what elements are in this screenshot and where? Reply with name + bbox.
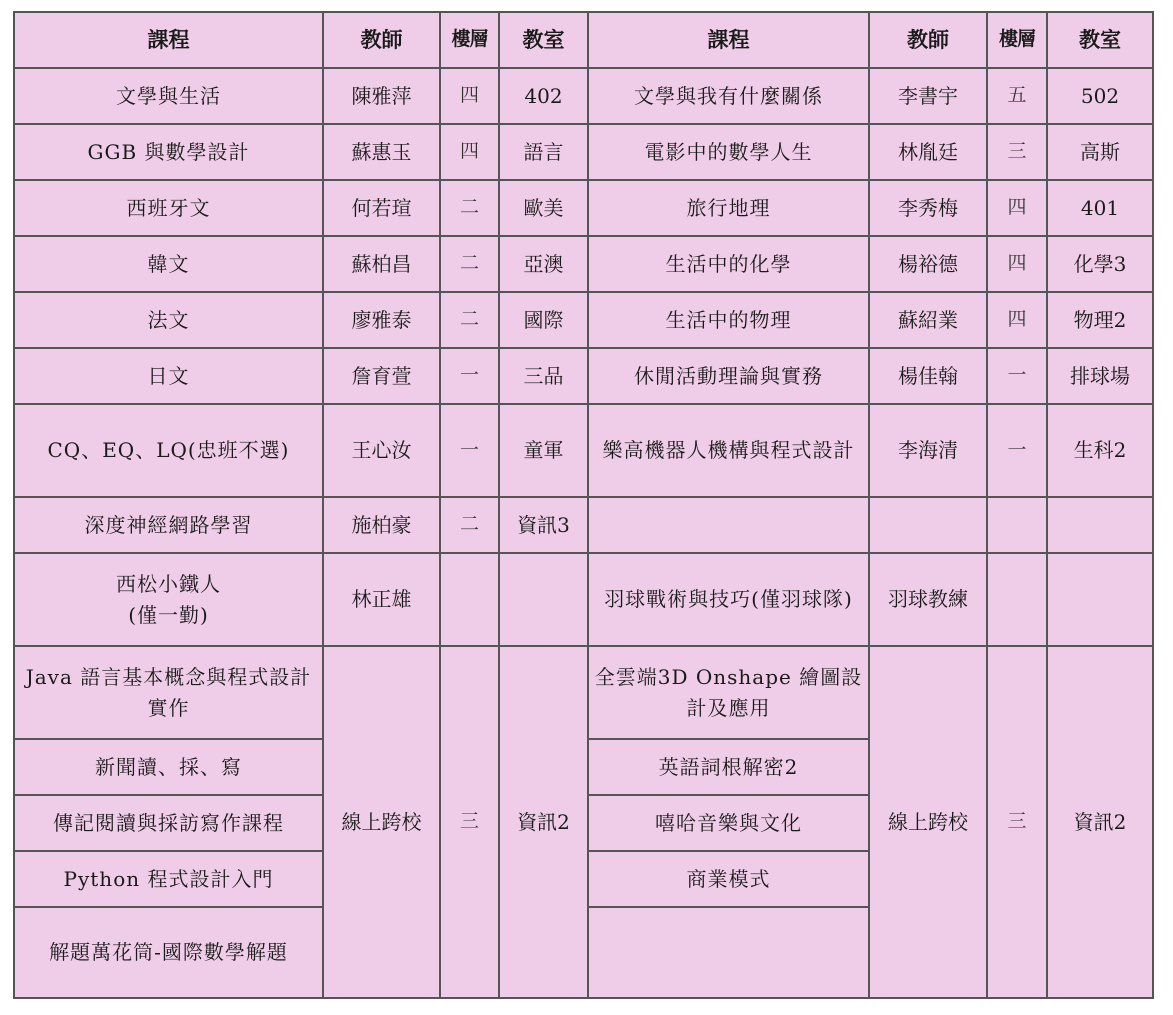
course-cell: [588, 907, 869, 998]
header-teacher: 教師: [323, 12, 440, 68]
header-row: [14, 12, 1153, 68]
room-cell: 502: [1047, 68, 1153, 124]
header-course: 課程: [588, 12, 869, 68]
floor-cell: 一: [440, 348, 499, 404]
course-cell: 新聞讀、採、寫: [14, 739, 323, 795]
header-course: 課程: [14, 12, 323, 68]
teacher-cell: 施柏豪: [323, 497, 440, 553]
table-row: [14, 497, 1153, 553]
course-cell: 深度神經網路學習: [14, 497, 323, 553]
teacher-cell: 李書宇: [869, 68, 987, 124]
room-cell: [499, 553, 588, 646]
teacher-cell: [869, 497, 987, 553]
table-row: [14, 68, 1153, 124]
floor-cell: 三: [987, 124, 1047, 180]
floor-cell: [987, 553, 1047, 646]
room-cell: 資訊2: [499, 646, 588, 998]
room-cell: 物理2: [1047, 292, 1153, 348]
room-cell: 歐美: [499, 180, 588, 236]
course-cell: Java 語言基本概念與程式設計實作: [14, 646, 323, 739]
teacher-cell: 李海清: [869, 404, 987, 497]
teacher-cell: 廖雅泰: [323, 292, 440, 348]
teacher-cell: 王心汝: [323, 404, 440, 497]
room-cell: 資訊3: [499, 497, 588, 553]
course-cell: CQ、EQ、LQ(忠班不選): [14, 404, 323, 497]
teacher-cell: 線上跨校: [323, 646, 440, 998]
teacher-cell: 楊裕德: [869, 236, 987, 292]
course-cell: 電影中的數學人生: [588, 124, 869, 180]
room-cell: 資訊2: [1047, 646, 1153, 998]
floor-cell: 一: [440, 404, 499, 497]
room-cell: 三品: [499, 348, 588, 404]
course-cell: 羽球戰術與技巧(僅羽球隊): [588, 553, 869, 646]
room-cell: 排球場: [1047, 348, 1153, 404]
course-cell: 日文: [14, 348, 323, 404]
room-cell: 401: [1047, 180, 1153, 236]
teacher-cell: 何若瑄: [323, 180, 440, 236]
course-cell: GGB 與數學設計: [14, 124, 323, 180]
room-cell: 化學3: [1047, 236, 1153, 292]
room-cell: 亞澳: [499, 236, 588, 292]
course-cell: 旅行地理: [588, 180, 869, 236]
table-row: [14, 348, 1153, 404]
course-cell: 文學與生活: [14, 68, 323, 124]
floor-cell: 一: [987, 348, 1047, 404]
course-cell: 休閒活動理論與實務: [588, 348, 869, 404]
table-row: [14, 180, 1153, 236]
floor-cell: 二: [440, 180, 499, 236]
course-cell: 傳記閱讀與採訪寫作課程: [14, 795, 323, 851]
course-cell: [588, 497, 869, 553]
teacher-cell: 蘇柏昌: [323, 236, 440, 292]
teacher-cell: 蘇惠玉: [323, 124, 440, 180]
course-cell: 法文: [14, 292, 323, 348]
floor-cell: [987, 497, 1047, 553]
course-cell: 英語詞根解密2: [588, 739, 869, 795]
teacher-cell: 林胤廷: [869, 124, 987, 180]
floor-cell: 一: [987, 404, 1047, 497]
table-row: [14, 124, 1153, 180]
course-cell: 西班牙文: [14, 180, 323, 236]
room-cell: 生科2: [1047, 404, 1153, 497]
floor-cell: 三: [987, 646, 1047, 998]
course-schedule-table: [13, 11, 1154, 999]
room-cell: [1047, 497, 1153, 553]
floor-cell: 四: [987, 292, 1047, 348]
teacher-cell: 詹育萱: [323, 348, 440, 404]
floor-cell: 三: [440, 646, 499, 998]
floor-cell: [440, 553, 499, 646]
teacher-cell: 陳雅萍: [323, 68, 440, 124]
course-cell: 商業模式: [588, 851, 869, 907]
table-row: [14, 553, 1153, 646]
teacher-cell: 蘇紹業: [869, 292, 987, 348]
course-cell: 嘻哈音樂與文化: [588, 795, 869, 851]
teacher-cell: 楊佳翰: [869, 348, 987, 404]
header-floor: 樓層: [440, 12, 499, 68]
floor-cell: 五: [987, 68, 1047, 124]
course-cell: Python 程式設計入門: [14, 851, 323, 907]
table-row: [14, 646, 1153, 739]
course-cell: 解題萬花筒-國際數學解題: [14, 907, 323, 998]
floor-cell: 四: [987, 236, 1047, 292]
header-room: 教室: [499, 12, 588, 68]
course-cell: 韓文: [14, 236, 323, 292]
course-cell: 生活中的化學: [588, 236, 869, 292]
floor-cell: 二: [440, 292, 499, 348]
floor-cell: 二: [440, 497, 499, 553]
course-cell: 文學與我有什麼關係: [588, 68, 869, 124]
table-row: [14, 404, 1153, 497]
table-row: [14, 292, 1153, 348]
room-cell: 語言: [499, 124, 588, 180]
room-cell: [1047, 553, 1153, 646]
header-teacher: 教師: [869, 12, 987, 68]
floor-cell: 四: [987, 180, 1047, 236]
floor-cell: 二: [440, 236, 499, 292]
course-cell: 全雲端3D Onshape 繪圖設計及應用: [588, 646, 869, 739]
header-room: 教室: [1047, 12, 1153, 68]
course-cell: 西松小鐵人 (僅一勤): [14, 553, 323, 646]
room-cell: 高斯: [1047, 124, 1153, 180]
teacher-cell: 李秀梅: [869, 180, 987, 236]
teacher-cell: 線上跨校: [869, 646, 987, 998]
table-row: [14, 236, 1153, 292]
course-cell: 生活中的物理: [588, 292, 869, 348]
teacher-cell: 林正雄: [323, 553, 440, 646]
course-cell: 樂高機器人機構與程式設計: [588, 404, 869, 497]
room-cell: 402: [499, 68, 588, 124]
floor-cell: 四: [440, 68, 499, 124]
floor-cell: 四: [440, 124, 499, 180]
teacher-cell: 羽球教練: [869, 553, 987, 646]
room-cell: 國際: [499, 292, 588, 348]
header-floor: 樓層: [987, 12, 1047, 68]
room-cell: 童軍: [499, 404, 588, 497]
